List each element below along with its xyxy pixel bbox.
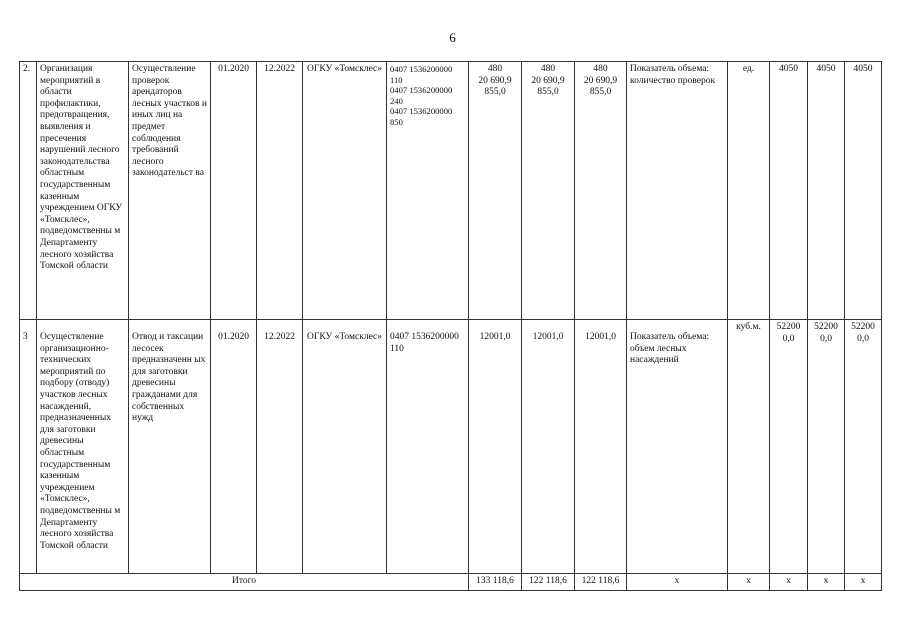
row-number: 3 <box>20 320 37 574</box>
start-date: 01.2020 <box>211 62 257 320</box>
total-value-2021: х <box>808 574 845 591</box>
funding-2021: 12001,0 <box>522 320 575 574</box>
executor: ОГКУ «Томсклес» <box>303 320 387 574</box>
total-2022: 122 118,6 <box>575 574 627 591</box>
funding-2022: 480 20 690,9 855,0 <box>575 62 627 320</box>
funding-2021: 480 20 690,9 855,0 <box>522 62 575 320</box>
executor: ОГКУ «Томсклес» <box>303 62 387 320</box>
indicator: Показатель объема: количество проверок <box>627 62 728 320</box>
unit: ед. <box>728 62 770 320</box>
total-label: Итого <box>20 574 469 591</box>
total-row <box>20 574 882 591</box>
total-value-2020: х <box>770 574 808 591</box>
start-date: 01.2020 <box>211 320 257 574</box>
table-row <box>20 62 882 320</box>
budget-code: 0407 1536200000 110 0407 1536200000 240 0407 1536200000 850 <box>387 62 469 320</box>
total-2021: 122 118,6 <box>522 574 575 591</box>
indicator: Показатель объема: объем лесных насаждений <box>627 320 728 574</box>
end-date: 12.2022 <box>257 320 303 574</box>
task-description: Отвод и таксации лесосек предназначенн ых для заготовки древесины гражданами для собственных нужд <box>129 320 211 574</box>
value-2020: 4050 <box>770 62 808 320</box>
total-unit: х <box>728 574 770 591</box>
end-date: 12.2022 <box>257 62 303 320</box>
page-number: 6 <box>449 30 456 45</box>
funding-2022: 12001,0 <box>575 320 627 574</box>
value-2021: 4050 <box>808 62 845 320</box>
program-table <box>19 61 882 591</box>
task-description: Осуществление проверок арендаторов лесных участков и иных лиц на предмет соблюдения требований лесного законодательст ва <box>129 62 211 320</box>
value-2020: 52200 0,0 <box>770 320 808 574</box>
value-2022: 4050 <box>845 62 882 320</box>
unit: куб.м. <box>728 320 770 574</box>
funding-2020: 12001,0 <box>469 320 522 574</box>
budget-code: 0407 1536200000 110 <box>387 320 469 574</box>
total-2020: 133 118,6 <box>469 574 522 591</box>
value-2022: 52200 0,0 <box>845 320 882 574</box>
activity-name: Организация мероприятий в области профилактики, предотвращения, выявления и пресечения нарушений лесного законодательства областным государственным казенным учреждением ОГКУ «Томсклес», подведомственны м Департаменту лесного хозяйства Томской области <box>37 62 129 320</box>
activity-name: Осуществление организационно-технических мероприятий по подбору (отводу) участков лесных насаждений, предназначенных для заготовки древесины областным государственным казенным учреждением «Томсклес», подведомственны м Департаменту лесного хозяйства Томской области <box>37 320 129 574</box>
table-row <box>20 320 882 574</box>
total-value-2022: х <box>845 574 882 591</box>
row-number: 2. <box>20 62 37 320</box>
funding-2020: 480 20 690,9 855,0 <box>469 62 522 320</box>
total-indicator: х <box>627 574 728 591</box>
value-2021: 52200 0,0 <box>808 320 845 574</box>
